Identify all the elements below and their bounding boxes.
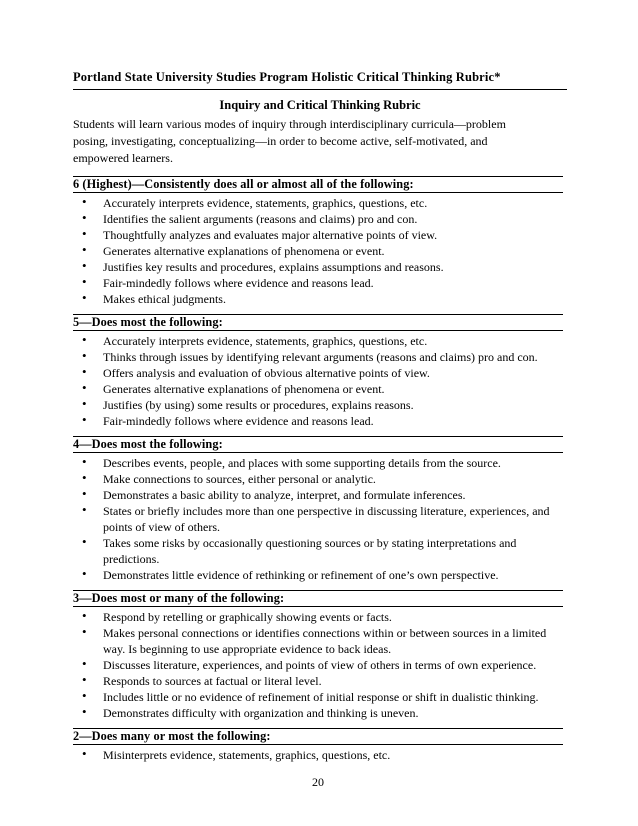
bullet-item: • States or briefly includes more than one perspective in discussing literature, experiences, and points of view of others. <box>73 503 563 535</box>
bullet-item: • Justifies (by using) some results or procedures, explains reasons. <box>73 397 563 413</box>
section-heading: 2—Does many or most the following: <box>73 728 563 745</box>
bullet-item: • Fair-mindedly follows where evidence and reasons lead. <box>73 413 563 429</box>
bullet-item: • Misinterprets evidence, statements, graphics, questions, etc. <box>73 747 563 763</box>
section-heading: 3—Does most or many of the following: <box>73 590 563 607</box>
section-heading: 4—Does most the following: <box>73 436 563 453</box>
bullet-list <box>73 609 563 721</box>
rubric-section <box>73 176 563 307</box>
rubric-section <box>73 728 563 763</box>
page-number: 20 <box>312 775 324 789</box>
bullet-item: • Accurately interprets evidence, statements, graphics, questions, etc. <box>73 333 563 349</box>
bullet-item: • Accurately interprets evidence, statements, graphics, questions, etc. <box>73 195 563 211</box>
rubric-sections <box>73 176 567 763</box>
bullet-list <box>73 747 563 763</box>
intro-paragraph: Students will learn various modes of inquiry through interdisciplinary curricula—problem posing, investigating, conceptualizing—in order to become active, self-motivated, and empowered learners. <box>73 117 506 165</box>
bullet-item: • Generates alternative explanations of phenomena or event. <box>73 381 563 397</box>
bullet-item: • Demonstrates difficulty with organization and thinking is uneven. <box>73 705 563 721</box>
section-heading: 5—Does most the following: <box>73 314 563 331</box>
bullet-list <box>73 455 563 583</box>
bullet-item: • Thoughtfully analyzes and evaluates major alternative points of view. <box>73 227 563 243</box>
bullet-item: • Fair-mindedly follows where evidence and reasons lead. <box>73 275 563 291</box>
rubric-subtitle: Inquiry and Critical Thinking Rubric <box>219 98 421 112</box>
bullet-item: • Identifies the salient arguments (reasons and claims) pro and con. <box>73 211 563 227</box>
bullet-item: • Includes little or no evidence of refinement of initial response or shift in dualistic thinking. <box>73 689 563 705</box>
bullet-item: • Respond by retelling or graphically showing events or facts. <box>73 609 563 625</box>
bullet-item: • Generates alternative explanations of phenomena or event. <box>73 243 563 259</box>
bullet-item: • Justifies key results and procedures, explains assumptions and reasons. <box>73 259 563 275</box>
bullet-item: • Make connections to sources, either personal or analytic. <box>73 471 563 487</box>
bullet-item: • Describes events, people, and places with some supporting details from the source. <box>73 455 563 471</box>
bullet-item: • Offers analysis and evaluation of obvious alternative points of view. <box>73 365 563 381</box>
bullet-item: • Makes personal connections or identifies connections within or between sources in a limited way. Is beginning to use appropriate evidence to back ideas. <box>73 625 563 657</box>
rubric-section <box>73 590 563 721</box>
bullet-item: • Demonstrates a basic ability to analyze, interpret, and formulate inferences. <box>73 487 563 503</box>
bullet-list <box>73 333 563 429</box>
document-title: Portland State University Studies Program Holistic Critical Thinking Rubric* <box>73 70 567 90</box>
rubric-section <box>73 436 563 583</box>
bullet-item: • Makes ethical judgments. <box>73 291 563 307</box>
bullet-list <box>73 195 563 307</box>
bullet-item: • Demonstrates little evidence of rethinking or refinement of one’s own perspective. <box>73 567 563 583</box>
bullet-item: • Responds to sources at factual or literal level. <box>73 673 563 689</box>
bullet-item: • Takes some risks by occasionally questioning sources or by stating interpretations and predictions. <box>73 535 563 567</box>
section-heading: 6 (Highest)—Consistently does all or almost all of the following: <box>73 176 563 193</box>
rubric-section <box>73 314 563 429</box>
bullet-item: • Discusses literature, experiences, and points of view of others in terms of own experience. <box>73 657 563 673</box>
bullet-item: • Thinks through issues by identifying relevant arguments (reasons and claims) pro and con. <box>73 349 563 365</box>
